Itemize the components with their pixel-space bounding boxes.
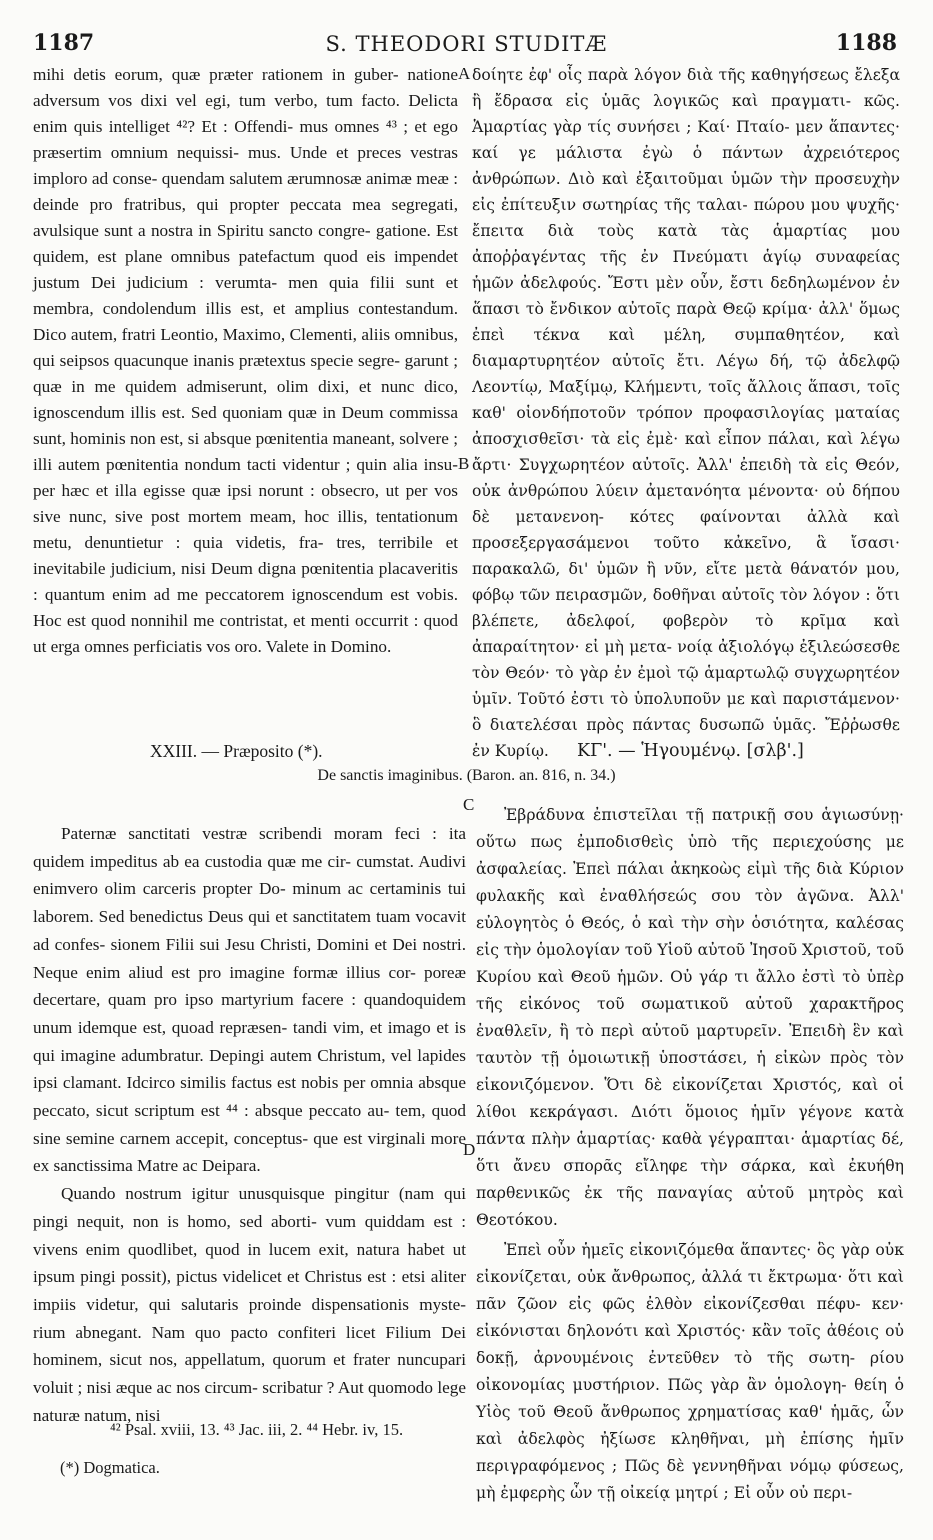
- footnote-dogmatica: (*) Dogmatica.: [60, 1458, 160, 1477]
- latin-paragraph-2: Quando nostrum igitur unusquisque pingitur (nam qui pingi nequit, non is homo, sed aborti- vum quiddam est : vivens enim quodlibet, quod in lucem exit, natura habet ut ipsum pingi possit), pictus videlicet et Christus est : etsi aliter impiis videtur, qui salutaris proinde dispensationis myste- rium abnegant. Nam quo pacto confiteri licet Filium Dei hominem, sicut nos, appellatum, quorum et frater nuncupari voluit ; nisi æque ac nos circum- scribatur ? Aut quomodo lege naturæ natum, nisi: [33, 1184, 466, 1425]
- running-header: [0, 0, 933, 60]
- running-title: S. THEODORI STUDITÆ: [325, 32, 608, 56]
- greek-paragraph-2: Ἐπεὶ οὖν ἡμεῖς εἰκονιζόμεθα ἅπαντες· ὃς γὰρ οὐκ εἰκονίζεται, οὐκ ἄνθρωπος, ἀλλά τι ἔκτρωμα· ὅτι καὶ πᾶν ζῶον εἰς φῶς ἐλθὸν εἰκονίζεσθαι πέφυ- κεν· εἰκόνισται δηλονότι καὶ Χριστός· κἂν τοῖς ἀθέοις οὐ δοκῇ, ἀρνουμένοις ἐντεῦθεν τὸ τῆς σωτη- ρίου οἰκονομίας μυστήριον. Πῶς γὰρ ἂν ὁμολογη- θείη ὁ Υἱὸς τοῦ Θεοῦ ἄνθρωπος χρηματίσας καθ' ἡμᾶς, ὧν καὶ ἀδελφὸς ἠξίωσε κληθῆναι, μὴ ἐπίσης ἡμῖν περιγραφόμενος ; Πῶς δὲ γεννηθῆναι νόμῳ φύσεως, μὴ ἐμφερὴς ὧν τῇ οἰκείᾳ μητρί ; Εἰ οὖν οὐ περι-: [476, 1241, 904, 1502]
- greek-paragraph-1: Ἐβράδυνα ἐπιστεῖλαι τῇ πατρικῇ σου ἁγιωσύνῃ· οὕτω πως ἐμποδισθεὶς ὑπὸ τῆς περιεχούσης με ἀσφαλείας. Ἐπεὶ πάλαι ἀκηκοὼς εἰμὶ τῆς διὰ Κύριον φυλακῆς καὶ ἐναθλήσεώς σου τὸν ἀγῶνα. Ἀλλ' εὐλογητὸς ὁ Θεός, ὁ καὶ τὴν σὴν ὁσιότητα, καλέσας εἰς τὴν ὁμολογίαν τοῦ Υἱοῦ αὐτοῦ Ἰησοῦ Χριστοῦ, τοῦ Κυρίου καὶ Θεοῦ ἡμῶν. Οὐ γάρ τι ἄλλο ἐστὶ τὸ ὑπὲρ τῆς εἰκόνος τοῦ σωματικοῦ αὐτοῦ χαρακτῆρος ἐναθλεῖν, ἢ τὸ περὶ αὐτοῦ μαρτυρεῖν. Ἐπειδὴ ἓν καὶ ταυτὸν τῇ ὁμοιωτικῇ ὑποστάσει, ἡ εἰκὼν πρὸς τὸν εἰκονιζόμενον. Ὅτι δὲ εἰκονίζεται Χριστός, καὶ οἱ λίθοι κεκράγασι. Διότι ὅμοιος ἡμῖν γέγονε κατὰ πάντα πλὴν ἁμαρτίας· καθὰ γέγραπται· ἁμαρτίας δέ, ὅτι ἄνευ σπορᾶς εἴληφε τὴν σάρκα, καὶ ἐκυήθη παρθενικῶς ἐκ τῆς παναγίας αὐτοῦ μητρὸς καὶ Θεοτόκου.: [476, 806, 904, 1229]
- footnote-references: ⁴² Psal. xviii, 13. ⁴³ Jac. iii, 2. ⁴⁴ Hebr. iv, 15.: [110, 1420, 404, 1439]
- letter-heading-latin: XXIII. — Præposito (*).: [150, 741, 323, 761]
- page-number-right: 1188: [835, 30, 897, 56]
- letter-subheading: De sanctis imaginibus. (Baron. an. 816, n. 34.): [317, 767, 616, 784]
- margin-marker-d: D: [463, 1140, 476, 1159]
- latin-column-top: [33, 62, 458, 742]
- latin-paragraph: mihi detis eorum, quæ præter rationem in guber- natione adversum vos dixi vel egi, tum verbo, tum facto. Delicta enim quis intelliget ⁴²? Et : Offendi- mus omnes ⁴³ ; et ego præsertim omnium nequissi- mus. Unde et preces vestras imploro ad conse- quendam salutem ærumnosæ animæ meæ : deinde pro fratribus, qui propter peccata mea segregati, avulsique sunt a nostra in Spiritu sancto congre- gatione. Est quidem, est plane omnibus patefactum quod eis impendet justum Dei judicium : verumta- men quia filii sunt et membra, condolendum illis est, et amplius contestandum. Dico autem, fratri Leontio, Maximo, Clementi, aliis omnibus, qui seipsos quacunque inanis prætextus specie segre- garunt ; quæ in me quidem admiserunt, olim dixi, et nunc dico, ignoscendum illis est. Sed quoniam quæ in Deum commissa sunt, hominis non est, si absque pœnitentia maneant, solvere ; illi autem pœnitentia nondum tacti videntur ; quin alia insu- per hæc et illa egisse quæ ipsi norunt : obsecro, ut per vos sive nunc, sive post mortem meam, hoc illis, tentationum metu, denuntietur : quia videtis, fra- tres, terribile et inevitabile judicium, nisi Deum digna pœnitentia placaveritis : quantum enim ad me peccatorem ignoscendum est vobis. Hoc est quod nonnihil me contristat, et menti occurrit : quod ut erga omnes perficiatis vos oro. Valete in Domino.: [33, 65, 458, 656]
- letter-heading-greek: ΚΓ'. — Ἡγουμένῳ. [σλβ'.]: [577, 741, 804, 761]
- margin-marker-b: B: [458, 454, 470, 473]
- margin-marker-c: C: [463, 795, 475, 814]
- page-number-left: 1187: [33, 30, 95, 56]
- margin-marker-a: A: [458, 64, 471, 83]
- latin-paragraph-1: Paternæ sanctitati vestræ scribendi moram feci : ita quidem impeditus ab ea custodia quæ me cir- cumstat. Audivi enimvero olim carceris propter Do- minum ac certaminis tui laborem. Sed benedictus Deus qui et sanctitatem tuam vocavit ad confes- sionem Filii sui Jesu Christi, Domini et Dei nostri. Neque enim aliud est pro imagine formæ illius cor- poreæ decertare, quam pro ipso martyrium facere : quandoquidem unum idemque est, quoad repræsen- tandi vim, et imago et is qui imagine adumbratur. Depingi autem Christum, vel lapides ipsi clamant. Idcirco similis factus est nobis per omnia absque peccato, sicut scriptum est ⁴⁴ : absque peccato au- tem, quod sine semine carnem accepit, conceptus- que est virginali more ex sanctissima Matre ac Deipara.: [33, 824, 466, 1176]
- latin-column-bottom: [33, 820, 466, 1425]
- greek-paragraph: δοίητε ἐφ' οἷς παρὰ λόγον διὰ τῆς καθηγήσεως ἔλεξα ἢ ἔδρασα εἰς ὑμᾶς λογικῶς καὶ πραγματι- κῶς. Ἁμαρτίας γὰρ τίς συνήσει ; Καί· Πταίο- μεν ἅπαντες· καί γε μάλιστα ἐγὼ ὁ πάντων ἀχρειότερος ἀνθρώπων. Διὸ καὶ ἐξαιτοῦμαι ὑμῶν τὴν προσευχὴν εἰς ἐπίτευξιν σωτηρίας τῆς ταλαι- πώρου μου ψυχῆς· ἔπειτα διὰ τοὺς κατὰ τὰς ἁμαρτίας μου ἀποῤῥαγέντας τῆς ἐν Πνεύματι ἁγίῳ συναφείας ἡμῶν ἀδελφούς. Ἔστι μὲν οὖν, ἔστι δεδηλωμένον ἐν ἅπασι τὸ ἔνδικον αὐτοῖς παρὰ Θεῷ κρίμα· ἀλλ' ὅμως ἐπεὶ τέκνα καὶ μέλη, συμπαθητέον, καὶ διαμαρτυρητέον αὐτοῖς ἔτι. Λέγω δή, τῷ ἀδελφῷ Λεοντίῳ, Μαξίμῳ, Κλήμεντι, τοῖς ἄλλοις ἅπασι, τοῖς καθ' οἱονδήποτοῦν τρόπον προφασιλογίας ματαίας ἀποσχισθεῖσι· τὰ εἰς ἐμὲ· καὶ εἶπον πάλαι, καὶ λέγω ἄρτι· Συγχωρητέον αὐτοῖς. Ἀλλ' ἐπειδὴ τὰ εἰς Θεόν, οὐκ ἀνθρώπου λύειν ἀμετανόητα μένοντα· οὐ δήπου δὲ μετανενοη- κότες φαίνονται ἀλλὰ καὶ προσεξεργασάμενοι τοῦτο κἀκεῖνο, ἃ ἴσασι· παρακαλῶ, δι' ὑμῶν ἢ νῦν, εἴτε μετὰ θάνατόν μου, φόβῳ τῶν πειρασμῶν, δοθῆναι αὐτοῖς τὸν λόγον : ὅτι βλέπετε, ἀδελφοί, φοβερὸν τὸ κρῖμα καὶ ἀπαραίτητον· εἰ μὴ μετα- νοίᾳ ἀξιολόγῳ ἐξιλεώσεσθε τὸν Θεόν· τὸ γὰρ ἐν ἐμοὶ τῷ ἁμαρτωλῷ συγχωρητέον ὑμῖν. Τοῦτό ἐστι τὸ ὑπολυποῦν με καὶ παριστάμενον· ὃ διατελέσαι πρὸς πάντας δυσωπῶ ὑμᾶς. Ἔῤῥωσθε ἐν Κυρίῳ.: [472, 66, 900, 760]
- greek-column-bottom: [476, 802, 904, 1502]
